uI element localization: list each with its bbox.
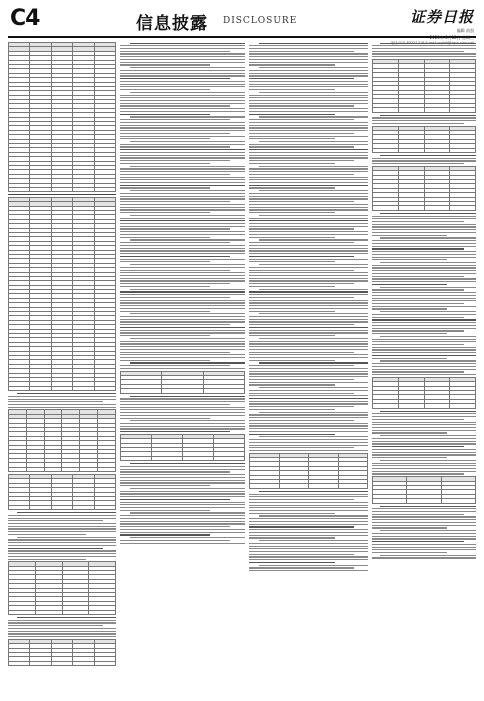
text-block bbox=[8, 512, 116, 560]
page-code: C4 bbox=[10, 6, 40, 31]
column-2 bbox=[120, 41, 245, 701]
text-block bbox=[372, 411, 476, 475]
date-line: 2020年 8月12日 星期三 bbox=[429, 35, 474, 40]
text-block bbox=[120, 463, 245, 543]
masthead bbox=[8, 6, 476, 38]
newspaper-brand bbox=[391, 6, 475, 46]
data-table bbox=[249, 453, 368, 489]
text-block bbox=[249, 43, 368, 452]
data-table bbox=[372, 126, 476, 153]
text-block bbox=[120, 43, 245, 370]
section-title: 信息披露 bbox=[136, 14, 208, 34]
text-block bbox=[372, 213, 476, 376]
text-block bbox=[120, 396, 245, 433]
text-block bbox=[372, 155, 476, 164]
data-table bbox=[372, 377, 476, 409]
text-block bbox=[372, 506, 476, 559]
column-1 bbox=[8, 41, 116, 701]
data-table bbox=[8, 561, 116, 615]
text-block bbox=[8, 617, 116, 637]
data-table bbox=[372, 59, 476, 113]
article-columns bbox=[8, 41, 476, 701]
text-block bbox=[372, 43, 476, 58]
text-block bbox=[8, 393, 116, 408]
divider bbox=[8, 194, 116, 195]
data-table bbox=[8, 639, 116, 666]
brand-logo: 证券日报 bbox=[409, 8, 474, 26]
data-table bbox=[120, 371, 245, 394]
data-table bbox=[8, 197, 116, 391]
data-table bbox=[8, 474, 116, 510]
text-block bbox=[249, 491, 368, 571]
data-table bbox=[8, 42, 116, 192]
column-4 bbox=[372, 41, 476, 701]
data-table bbox=[8, 409, 116, 471]
section-title-english: DISCLOSURE bbox=[223, 16, 298, 26]
data-table bbox=[120, 434, 245, 461]
data-table bbox=[372, 476, 476, 503]
editor-line: 编辑 前凯 bbox=[456, 28, 474, 33]
column-3 bbox=[249, 41, 368, 701]
data-table bbox=[372, 166, 476, 211]
text-block bbox=[372, 115, 476, 124]
